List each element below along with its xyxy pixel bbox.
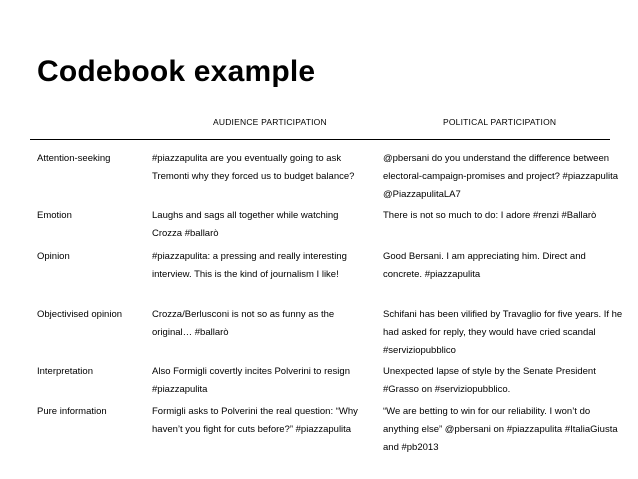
audience-cell: #piazzapulita are you eventually going to ask Tremonti why they forced us to budget balance? xyxy=(152,153,355,182)
political-cell: Schifani has been vilified by Travaglio for five years. If he had asked for reply, they would have cried scandal #serviziopubblico xyxy=(383,309,623,356)
political-cell: Unexpected lapse of style by the Senate President #Grasso on #serviziopubblico. xyxy=(383,366,596,395)
political-cell: Good Bersani. I am appreciating him. Direct and concrete. #piazzapulita xyxy=(383,251,586,280)
row-label: Objectivised opinion xyxy=(37,309,123,320)
row-label: Pure information xyxy=(37,406,107,417)
slide-title: Codebook example xyxy=(37,55,316,88)
audience-cell: Formigli asks to Polverini the real question: “Why haven’t you fight for cuts before?” #piazzapulita xyxy=(152,406,358,435)
column-header-political: POLITICAL PARTICIPATION xyxy=(443,117,557,127)
column-header-audience: AUDIENCE PARTICIPATION xyxy=(213,117,327,127)
audience-cell: Crozza/Berlusconi is not so as funny as the original… #ballarò xyxy=(152,309,335,338)
audience-cell: Also Formigli covertly incites Polverini to resign #piazzapulita xyxy=(152,366,350,395)
row-label: Emotion xyxy=(37,210,72,221)
row-label: Interpretation xyxy=(37,366,93,377)
row-label: Opinion xyxy=(37,251,70,262)
political-cell: There is not so much to do: I adore #renzi #Ballarò xyxy=(383,210,597,221)
political-cell: @pbersani do you understand the difference between electoral-campaign-promises and project? #piazzapulita @PiazzapulitaLA7 xyxy=(383,153,618,200)
audience-cell: #piazzapulita: a pressing and really interesting interview. This is the kind of journalism I like! xyxy=(152,251,347,280)
row-label: Attention-seeking xyxy=(37,153,111,164)
audience-cell: Laughs and sags all together while watching Crozza #ballarò xyxy=(152,210,339,239)
header-divider xyxy=(30,139,610,140)
political-cell: “We are betting to win for our reliability. I won’t do anything else” @pbersani on #piazzapulita #ItaliaGiusta and #pb2013 xyxy=(383,406,618,453)
